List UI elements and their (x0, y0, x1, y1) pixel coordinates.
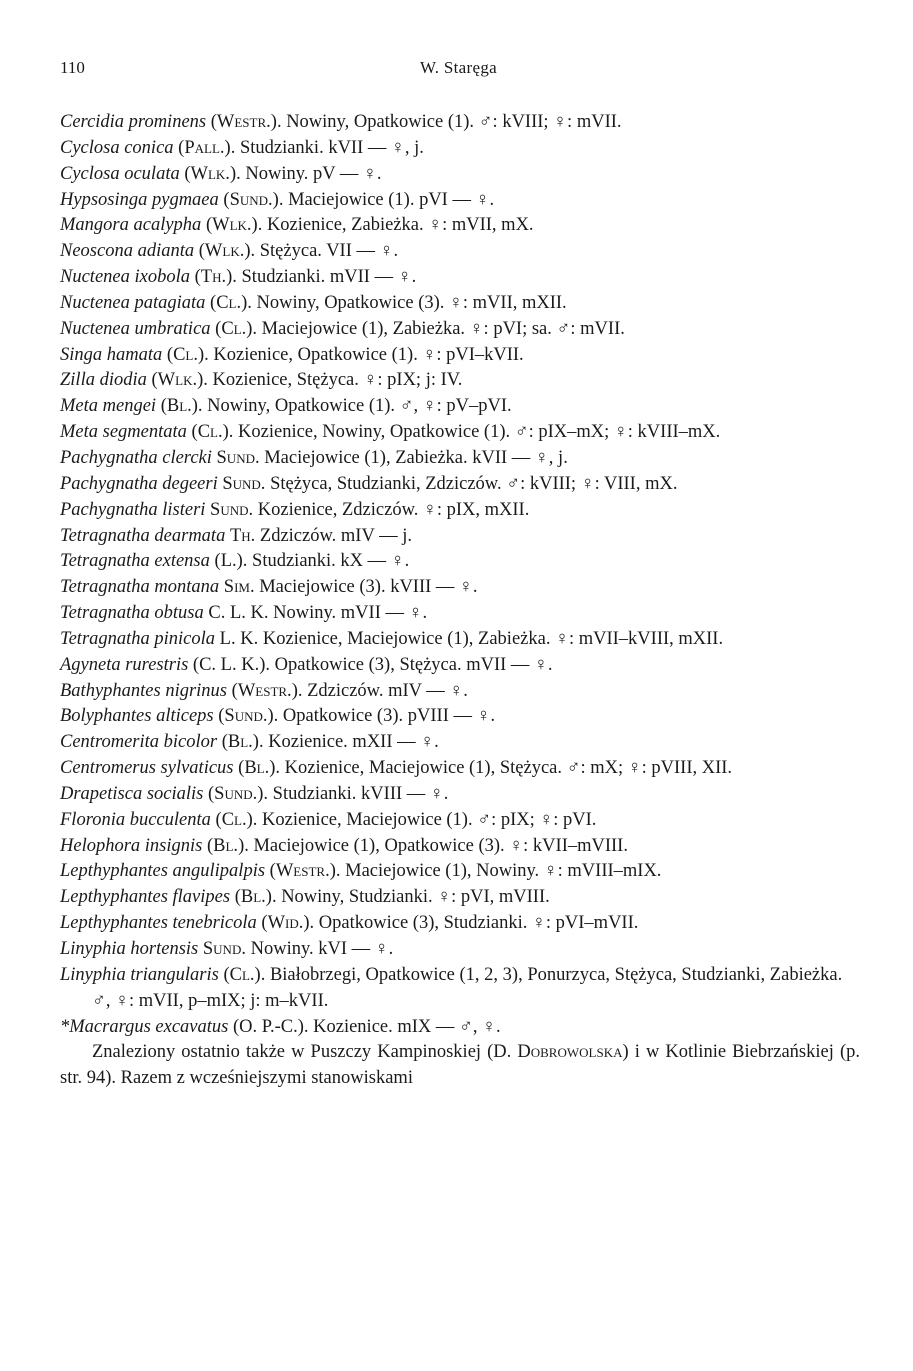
entry-prefix: ( (179, 163, 191, 184)
entry-prefix: ( (213, 706, 225, 727)
author-name: Sim. (223, 577, 255, 598)
author-name: Sund. (222, 473, 266, 494)
species-entry (60, 679, 860, 705)
taxon-name: Centromerita bicolor (60, 732, 218, 753)
entry-details: ). Kozienice, Maciejowice (1). ♂: pIX; ♀: pVI. (246, 809, 597, 830)
species-entry (60, 859, 860, 885)
species-entry (60, 265, 860, 291)
taxon-name: Pachygnatha degeeri (60, 473, 218, 494)
author-name: Bl. (227, 732, 253, 753)
author-name: Cl. (173, 344, 198, 365)
species-entry (60, 239, 860, 265)
entry-prefix: ( (162, 344, 174, 365)
taxon-name: Pachygnatha clercki (60, 447, 212, 468)
page-number: 110 (60, 58, 85, 77)
author-name: Cl. (216, 292, 242, 313)
species-entry (60, 420, 860, 446)
taxon-name: Tetragnatha montana (60, 577, 220, 598)
taxon-name: Floronia bucculenta (60, 809, 211, 830)
taxon-name: Neoscona adianta (60, 241, 195, 262)
entry-prefix: ( (173, 137, 185, 158)
entry-prefix: ( (230, 887, 241, 908)
species-entry (60, 782, 860, 808)
species-entry (60, 317, 860, 343)
entry-details: Maciejowice (1), Zabieżka. kVII — ♀, j. (259, 447, 568, 468)
entry-details: C. L. K. Nowiny. mVII — ♀. (208, 603, 428, 624)
taxon-name: Tetragnatha obtusa (60, 603, 204, 624)
taxon-name: Singa hamata (60, 344, 163, 365)
species-entry (60, 963, 860, 1015)
author-name: Sund. (214, 783, 258, 804)
entry-details: ). Kozienice, Zabieżka. ♀: mVII, mX. (251, 215, 534, 236)
entry-details: ). Białobrzegi, Opatkowice (1, 2, 3), Ponurzyca, Stężyca, Studzianki, Zabieżka. ♂, ♀: mVII, p–mIX; j: m–kVII. (92, 964, 843, 1011)
author-name: Wlk. (212, 215, 252, 236)
taxon-name: Lepthyphantes tenebricola (60, 913, 257, 934)
species-entry (60, 885, 860, 911)
entry-details: ). Nowiny. pV — ♀. (229, 163, 382, 184)
taxon-name: Meta segmentata (60, 422, 187, 443)
taxon-name: Centromerus sylvaticus (60, 758, 234, 779)
paragraph-text: Znaleziony ostatnio także w Puszczy Kampinoskiej (D. (92, 1042, 518, 1063)
author-name: Bl. (240, 887, 266, 908)
entry-details: Nowiny. kVI — ♀. (245, 939, 394, 959)
author-name: Pall. (184, 137, 225, 158)
species-entry (60, 213, 860, 239)
species-entry (60, 368, 860, 394)
author-name: Cl. (197, 422, 223, 443)
taxon-name: Tetragnatha dearmata (60, 525, 226, 546)
entry-prefix: ( (210, 809, 222, 830)
entry-details: ). Stężyca. VII — ♀. (244, 241, 399, 262)
taxon-name: Nuctenea patagiata (60, 292, 206, 313)
entry-prefix: ( (201, 215, 213, 236)
entry-details: ). Kozienice, Maciejowice (1), Stężyca. ♂: mX; ♀: pVIII, XII. (269, 758, 733, 779)
entry-prefix: ( (256, 913, 268, 934)
entry-details: ). Maciejowice (1). pVI — ♀. (272, 189, 495, 210)
species-entry (60, 472, 860, 498)
entry-details: ). Kozienice. mXII — ♀. (252, 732, 439, 753)
taxon-name: Drapetisca socialis (60, 783, 204, 804)
author-name: Sund. (202, 939, 246, 959)
body-paragraph (60, 1040, 860, 1092)
taxon-name: Helophora insignis (60, 835, 203, 856)
entry-details: L. K. Kozienice, Maciejowice (1), Zabieżka. ♀: mVII–kVIII, mXII. (219, 628, 724, 649)
species-entry (60, 446, 860, 472)
entry-details: ). Nowiny, Studzianki. ♀: pVI, mVIII. (265, 887, 550, 908)
running-head: W. Staręga (420, 58, 497, 77)
entry-details: ). Kozienice, Opatkowice (1). ♀: pVI–kVII. (197, 344, 524, 365)
species-entry (60, 343, 860, 369)
taxon-name: *Macrargus excavatus (60, 1016, 229, 1037)
entry-prefix: ( (227, 680, 238, 701)
author-name: Wlk. (204, 241, 245, 262)
taxon-name: Cercidia prominens (60, 112, 207, 132)
taxon-name: Pachygnatha listeri (60, 499, 206, 520)
entry-details: Maciejowice (3). kVIII — ♀. (254, 577, 478, 598)
author-name: Sund. (210, 499, 254, 520)
entry-details: ). Maciejowice (1), Zabieżka. ♀: pVI; sa. ♂: mVII. (246, 318, 625, 339)
species-entry (60, 498, 860, 524)
author-name: L. (220, 551, 237, 572)
author-name: Wlk. (157, 370, 198, 391)
author-name: Westr. (275, 861, 330, 882)
entry-details: ). Opatkowice (3). pVIII — ♀. (267, 706, 496, 727)
entry-prefix: ( (209, 551, 221, 572)
species-entry (60, 627, 860, 653)
taxon-name: Linyphia triangularis (60, 964, 219, 985)
taxon-name: Nuctenea ixobola (60, 267, 190, 288)
species-entry (60, 575, 860, 601)
entry-details: ). Opatkowice (3), Studzianki. ♀: pVI–mVII. (303, 913, 639, 934)
entry-details: ). Nowiny, Opatkowice (1). ♂: kVIII; ♀: mVII. (270, 112, 622, 132)
species-entry (60, 730, 860, 756)
species-entry (60, 937, 860, 963)
species-entry (60, 549, 860, 575)
entry-prefix: ( (265, 861, 276, 882)
species-entry (60, 601, 860, 627)
author-name: Cl. (229, 964, 255, 985)
taxon-name: Hypsosinga pygmaea (60, 189, 219, 210)
entry-details: ). Nowiny, Opatkowice (3). ♀: mVII, mXII. (241, 292, 567, 313)
entry-prefix: ( (218, 189, 230, 210)
entry-details: Stężyca, Studzianki, Zdziczów. ♂: kVIII; ♀: VIII, mX. (265, 473, 678, 494)
author-name: Bl. (166, 396, 192, 417)
taxon-name: Zilla diodia (60, 370, 147, 391)
taxon-name: Linyphia hortensis (60, 939, 199, 959)
entry-details: ). Maciejowice (1), Opatkowice (3). ♀: kVII–mVIII. (238, 835, 628, 856)
page-header (60, 58, 857, 82)
taxon-name: Bolyphantes alticeps (60, 706, 214, 727)
entry-prefix: ( (233, 758, 245, 779)
entry-prefix: ( (205, 292, 217, 313)
taxon-name: Tetragnatha extensa (60, 551, 210, 572)
author-name: Sund. (224, 706, 268, 727)
taxon-name: Cyclosa conica (60, 137, 174, 158)
entry-prefix: ( (186, 422, 198, 443)
entry-prefix: ( (156, 396, 167, 417)
entry-details: ). Studzianki. kVIII — ♀. (257, 783, 449, 804)
species-entry (60, 524, 860, 550)
entry-details: ). Studzianki. kVII — ♀, j. (224, 137, 424, 158)
taxon-name: Lepthyphantes angulipalpis (60, 861, 266, 882)
species-list (60, 110, 860, 1092)
author-name: Sund. (229, 189, 273, 210)
paragraph-text: ) i w Kotlinie Biebrzańskiej (p. str. 94). Razem z wcześniejszymi stanowiskami (60, 1042, 860, 1089)
taxon-name: Meta mengei (60, 396, 157, 417)
author-name: Dobrowolska (517, 1042, 623, 1063)
species-entry (60, 911, 860, 937)
entry-details: ). Studzianki. mVII — ♀. (226, 267, 417, 288)
entry-details: ). Zdziczów. mIV — ♀. (291, 680, 468, 701)
entry-details: ). Kozienice, Nowiny, Opatkowice (1). ♂: pIX–mX; ♀: kVIII–mX. (222, 422, 721, 443)
species-entry (60, 188, 860, 214)
species-entry (60, 291, 860, 317)
entry-details: Kozienice, Zdziczów. ♀: pIX, mXII. (253, 499, 530, 520)
taxon-name: Lepthyphantes flavipes (60, 887, 231, 908)
entry-details: ). Kozienice, Stężyca. ♀: pIX; j: IV. (197, 370, 463, 391)
author-name: Cl. (221, 318, 247, 339)
species-entry (60, 653, 860, 679)
entry-details: ). Nowiny, Opatkowice (1). ♂, ♀: pV–pVI. (191, 396, 512, 417)
entry-prefix: ( (203, 783, 215, 804)
entry-prefix: ( (218, 964, 230, 985)
entry-prefix: ( (189, 267, 201, 288)
entry-prefix: ( (202, 835, 214, 856)
entry-details: ). Studzianki. kX — ♀. (236, 551, 410, 572)
taxon-name: Mangora acalypha (60, 215, 202, 236)
author-name: Westr. (237, 680, 292, 701)
taxon-name: Tetragnatha pinicola (60, 628, 216, 649)
author-name: Wlk. (190, 163, 230, 184)
species-entry (60, 110, 860, 136)
author-name: Bl. (213, 835, 239, 856)
entry-prefix: ( (210, 318, 222, 339)
species-entry (60, 1015, 860, 1041)
entry-prefix: ( (194, 241, 205, 262)
author-name: Bl. (244, 758, 270, 779)
species-entry (60, 808, 860, 834)
entry-prefix: ( (206, 112, 217, 132)
taxon-name: Nuctenea umbratica (60, 318, 211, 339)
species-entry (60, 704, 860, 730)
species-entry (60, 756, 860, 782)
author-name: Sund. (216, 447, 260, 468)
taxon-name: Bathyphantes nigrinus (60, 680, 228, 701)
species-entry (60, 834, 860, 860)
author-name: Th. (200, 267, 227, 288)
species-entry (60, 394, 860, 420)
species-entry (60, 136, 860, 162)
entry-prefix: ( (146, 370, 158, 391)
author-name: Th. (229, 525, 256, 546)
entry-details: (O. P.-C.). Kozienice. mIX — ♂, ♀. (232, 1016, 501, 1037)
entry-details: Zdziczów. mIV — j. (255, 525, 412, 546)
author-name: Westr. (216, 112, 271, 132)
entry-prefix: ( (217, 732, 228, 753)
author-name: Wid. (267, 913, 304, 934)
taxon-name: Cyclosa oculata (60, 163, 180, 184)
author-name: Cl. (221, 809, 247, 830)
species-entry (60, 162, 860, 188)
taxon-name: Agyneta rurestris (60, 654, 189, 675)
entry-details: (C. L. K.). Opatkowice (3), Stężyca. mVII — ♀. (192, 654, 553, 675)
entry-details: ). Maciejowice (1), Nowiny. ♀: mVIII–mIX. (329, 861, 662, 882)
